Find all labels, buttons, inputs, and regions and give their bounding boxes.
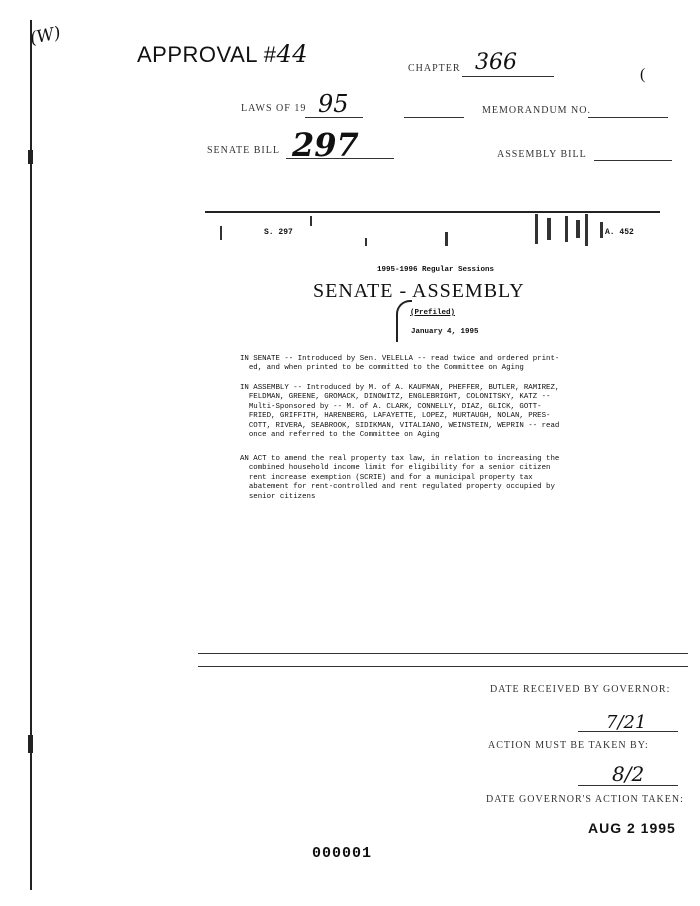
chapter-line bbox=[462, 76, 554, 77]
assembly-bill-line bbox=[594, 160, 672, 161]
in-senate-paragraph: IN SENATE -- Introduced by Sen. VELELLA -- read twice and ordered print- ed, and when printed to be committed to the Committee on Aging bbox=[240, 355, 560, 373]
senate-number: S. 297 bbox=[264, 228, 293, 237]
action-must-value: 8/2 bbox=[612, 762, 645, 786]
laws-line bbox=[305, 117, 363, 118]
senate-bill-label: SENATE BILL bbox=[207, 145, 280, 156]
senate-bill-number: 297 bbox=[292, 126, 359, 164]
prefiled-text: (Prefiled) bbox=[410, 309, 456, 317]
action-must-line bbox=[578, 785, 678, 786]
in-assembly-paragraph: IN ASSEMBLY -- Introduced by M. of A. KAUFMAN, PHEFFER, BUTLER, RAMIREZ, FELDMAN, GREENE, GROMACK, DINOWITZ, ENGLEBRIGHT, COLONITSKY, KATZ -- Multi-Sponsored by -- M. of A. CLARK, CONNELLY, DIAZ, GLICK, GOTT- FRIED, GRIFFITH, HARENBERG, LAFAYETTE, LOPEZ, MURTAUGH, NOLAN, PRES- COTT, RIVERA, SEABROOK, SIDIKMAN, VITALIANO, WEINSTEIN, WEPRIN -- read once and referred to the Committee on Aging bbox=[240, 384, 560, 440]
date-received-value: 7/21 bbox=[606, 712, 647, 733]
chapter-number: 366 bbox=[475, 50, 517, 75]
bill-title: SENATE - ASSEMBLY bbox=[313, 280, 525, 302]
senate-bill-line bbox=[286, 158, 394, 159]
date-received-line bbox=[578, 731, 678, 732]
approval-label: APPROVAL # bbox=[137, 42, 277, 67]
header-rule-top bbox=[205, 211, 660, 213]
action-must-label: ACTION MUST BE TAKEN BY: bbox=[488, 740, 649, 751]
approval-heading bbox=[137, 40, 308, 68]
date-received-label: DATE RECEIVED BY GOVERNOR: bbox=[490, 684, 671, 695]
laws-label: LAWS OF 19 bbox=[241, 103, 307, 114]
margin-tick bbox=[28, 150, 33, 164]
bill-date: January 4, 1995 bbox=[411, 328, 479, 336]
governor-action-value: AUG 2 1995 bbox=[588, 820, 676, 836]
footer-rule-1 bbox=[198, 653, 688, 654]
session-text: 1995-1996 Regular Sessions bbox=[377, 266, 495, 274]
paren-mark: ( bbox=[640, 66, 646, 83]
approval-number: 44 bbox=[276, 40, 309, 68]
page-number: 000001 bbox=[312, 845, 373, 862]
memorandum-line bbox=[588, 117, 668, 118]
laws-year: 95 bbox=[318, 90, 349, 118]
corner-mark: (W) bbox=[28, 23, 63, 49]
bracket-mark bbox=[396, 300, 412, 342]
governor-action-label: DATE GOVERNOR'S ACTION TAKEN: bbox=[486, 794, 684, 805]
assembly-bill-label: ASSEMBLY BILL bbox=[497, 149, 587, 160]
assembly-number: A. 452 bbox=[605, 228, 634, 237]
act-paragraph: AN ACT to amend the real property tax law, in relation to increasing the combined household income limit for eligibility for a senior citizen rent increase exemption (SCRIE) and for a municipal property tax abatement for rent-controlled and rent regulated property occupied by senior citizens bbox=[240, 455, 560, 501]
chapter-label: CHAPTER bbox=[408, 63, 461, 74]
memo-left-line bbox=[404, 117, 464, 118]
memorandum-label: MEMORANDUM NO. bbox=[482, 105, 592, 116]
footer-rule-2 bbox=[198, 666, 688, 667]
margin-tick bbox=[28, 735, 33, 753]
